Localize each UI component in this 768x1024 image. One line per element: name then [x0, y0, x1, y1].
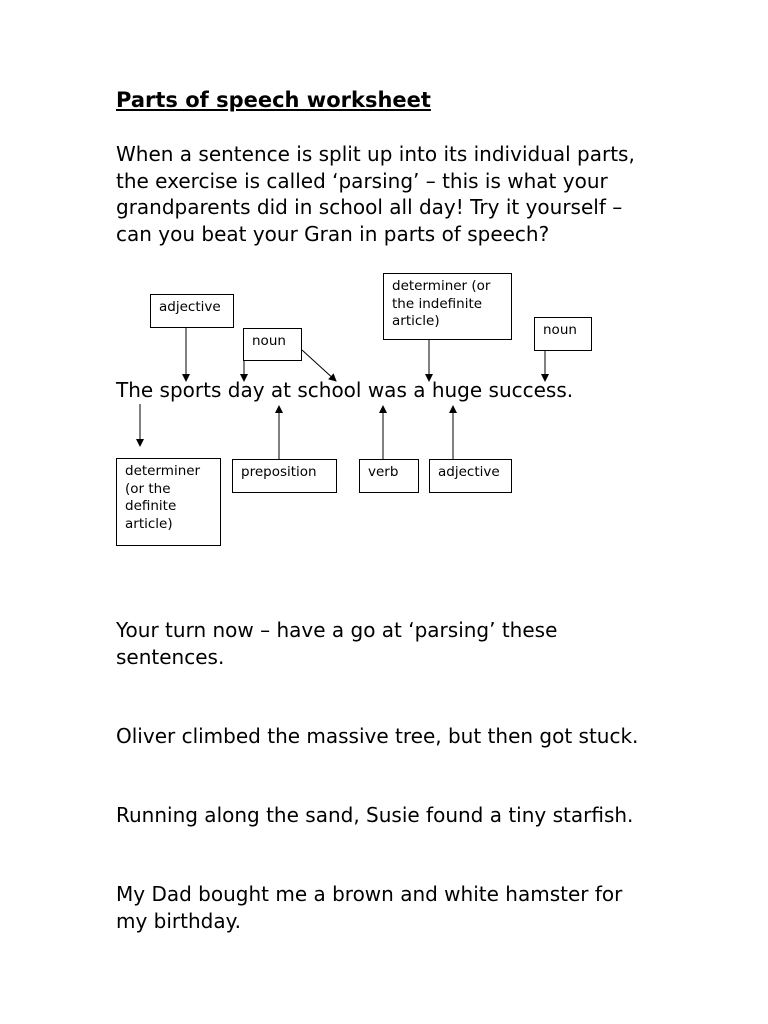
- label-text: article): [392, 313, 440, 329]
- sentence-line: Oliver climbed the massive tree, but then got stuck.: [116, 724, 639, 748]
- practice-sentence-1: [116, 723, 638, 750]
- example-sentence: The sports day at school was a huge success.: [116, 378, 574, 402]
- label-text: the indefinite: [392, 295, 483, 312]
- intro-line: grandparents did in school all day! Try it yourself –: [116, 195, 623, 219]
- sentence-line: Running along the sand, Susie found a tiny starfish.: [116, 803, 634, 827]
- practice-sentence-3: [116, 881, 622, 934]
- label-text: adjective: [438, 464, 500, 480]
- instruction-paragraph: [116, 617, 557, 670]
- label-text: article): [125, 515, 173, 532]
- instruction-line: Your turn now – have a go at ‘parsing’ these: [116, 618, 558, 642]
- label-text: noun: [543, 322, 577, 338]
- label-text: verb: [368, 464, 399, 480]
- label-text: (or the: [125, 480, 171, 497]
- label-text: determiner: [125, 463, 201, 479]
- label-text: noun: [252, 333, 286, 349]
- label-text: adjective: [159, 299, 221, 315]
- label-text: determiner (or: [392, 278, 491, 294]
- practice-sentence-2: [116, 802, 633, 829]
- instruction-line: sentences.: [116, 644, 225, 669]
- intro-line: the exercise is called ‘parsing’ – this is what your: [116, 168, 608, 193]
- arrow-noun-diagonal: [302, 350, 336, 381]
- worksheet-title: Parts of speech worksheet: [116, 88, 431, 112]
- intro-line: can you beat your Gran in parts of speech?: [116, 221, 550, 246]
- label-text: definite: [125, 498, 177, 514]
- sentence-line: My Dad bought me a brown and white hamster for: [116, 882, 623, 906]
- label-text: preposition: [241, 464, 317, 480]
- intro-line: When a sentence is split up into its individual parts,: [116, 142, 635, 166]
- sentence-line: my birthday.: [116, 908, 241, 933]
